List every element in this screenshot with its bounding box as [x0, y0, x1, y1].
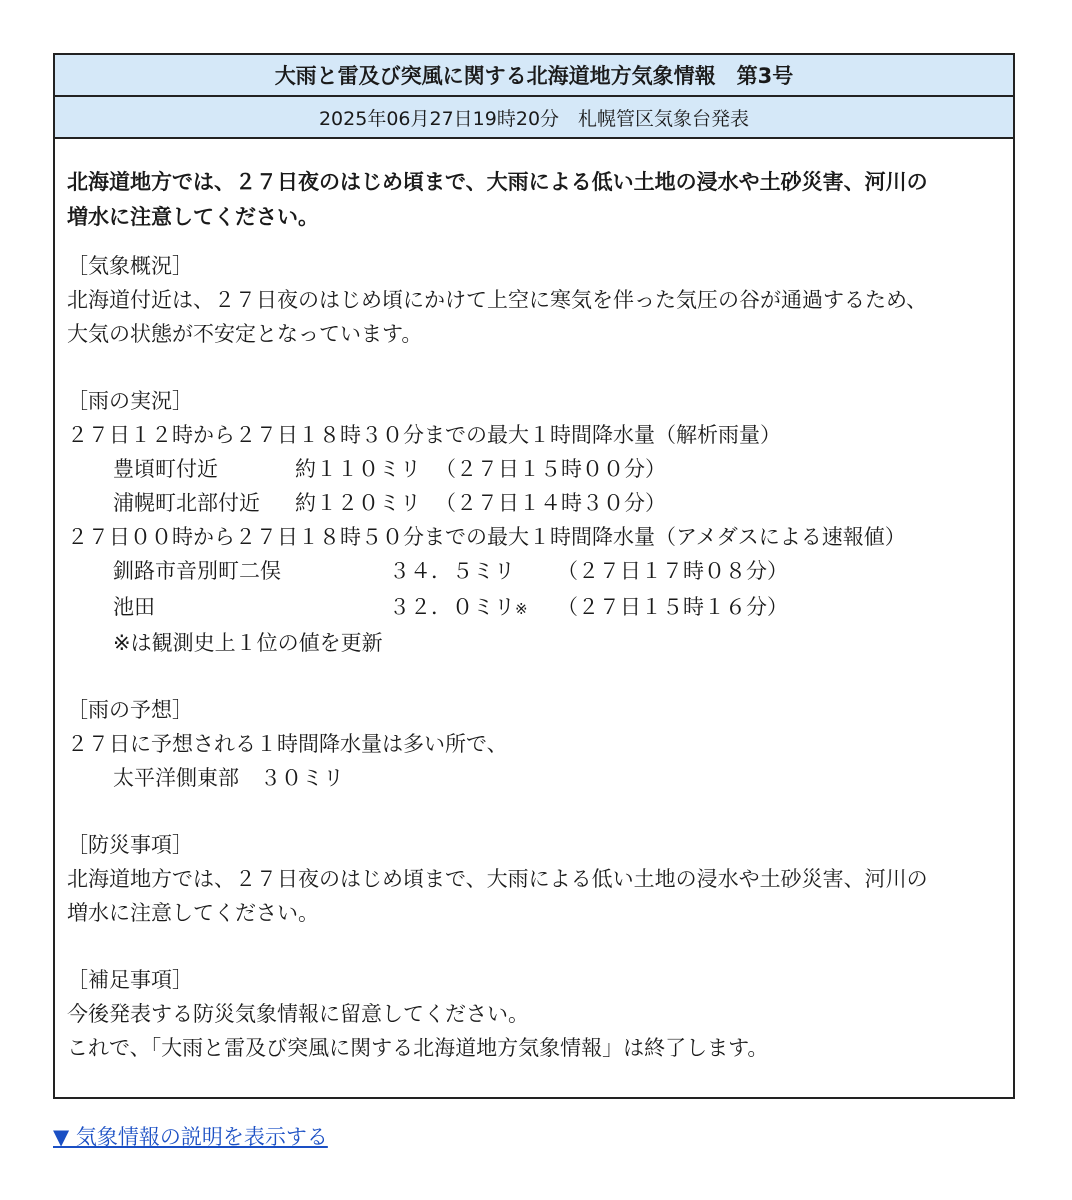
analysis-header: ２７日１２時から２７日１８時３０分までの最大１時間降水量（解析雨量）: [67, 423, 781, 447]
record-mark: ※: [515, 600, 528, 618]
section-label-overview: ［気象概況］: [67, 254, 193, 278]
observation-place: 豊頃町付近: [113, 457, 218, 481]
observation-place: 池田: [113, 595, 155, 619]
amedas-header: ２７日００時から２７日１８時５０分までの最大１時間降水量（アメダスによる速報値）: [67, 525, 906, 549]
observation-amount: ３２．０ミリ: [389, 595, 515, 619]
supplement-line: 今後発表する防災気象情報に留意してください。: [67, 1002, 529, 1026]
weather-bulletin: [53, 53, 1015, 1099]
section-label-rain-actual: ［雨の実況］: [67, 389, 193, 413]
record-note: ※は観測史上１位の値を更新: [113, 631, 383, 655]
disaster-prevention-line: 増水に注意してください。: [67, 901, 319, 925]
table-row: [67, 554, 1001, 590]
headline-line: 北海道地方では、２７日夜のはじめ頃まで、大雨による低い土地の浸水や土砂災害、河川の: [67, 170, 928, 194]
observation-amount: 約１２０ミリ: [295, 491, 421, 515]
section-label-supplement: ［補足事項］: [67, 968, 193, 992]
observation-time: （２７日１７時０８分）: [557, 559, 788, 583]
bulletin-issued: 2025年06月27日19時20分 札幌管区気象台発表: [55, 97, 1013, 139]
disaster-prevention-line: 北海道地方では、２７日夜のはじめ頃まで、大雨による低い土地の浸水や土砂災害、河川の: [67, 867, 928, 891]
observation-amount-cell: [389, 554, 557, 590]
observation-amount: 約１１０ミリ: [295, 457, 421, 481]
overview-line: 大気の状態が不安定となっています。: [67, 322, 423, 346]
table-row: [67, 486, 1001, 520]
observation-time: （２７日１５時００分）: [435, 457, 666, 481]
observation-time: （２７日１５時１６分）: [557, 595, 788, 619]
section-label-disaster-prevention: ［防災事項］: [67, 833, 193, 857]
table-row: [67, 452, 1001, 486]
overview-line: 北海道付近は、２７日夜のはじめ頃にかけて上空に寒気を伴った気圧の谷が通過するため、: [67, 288, 928, 312]
observation-place: 釧路市音別町二俣: [113, 559, 281, 583]
supplement-line: これで、「大雨と雷及び突風に関する北海道地方気象情報」は終了します。: [67, 1036, 769, 1060]
forecast-area: 太平洋側東部 ３０ミリ: [113, 766, 344, 790]
observation-amount-cell: [389, 590, 557, 626]
show-explanation-link[interactable]: ▼ 気象情報の説明を表示する: [53, 1125, 328, 1149]
observation-amount: ３４．５ミリ: [389, 559, 515, 583]
headline-line: 増水に注意してください。: [67, 205, 319, 229]
table-row: [67, 590, 1001, 626]
bulletin-title: 大雨と雷及び突風に関する北海道地方気象情報 第3号: [55, 55, 1013, 97]
bulletin-body: [55, 139, 1013, 1065]
observation-time: （２７日１４時３０分）: [435, 491, 666, 515]
headline: [67, 165, 1001, 235]
observation-place: 浦幌町北部付近: [113, 491, 260, 515]
forecast-line: ２７日に予想される１時間降水量は多い所で、: [67, 732, 508, 756]
section-label-rain-forecast: ［雨の予想］: [67, 698, 193, 722]
